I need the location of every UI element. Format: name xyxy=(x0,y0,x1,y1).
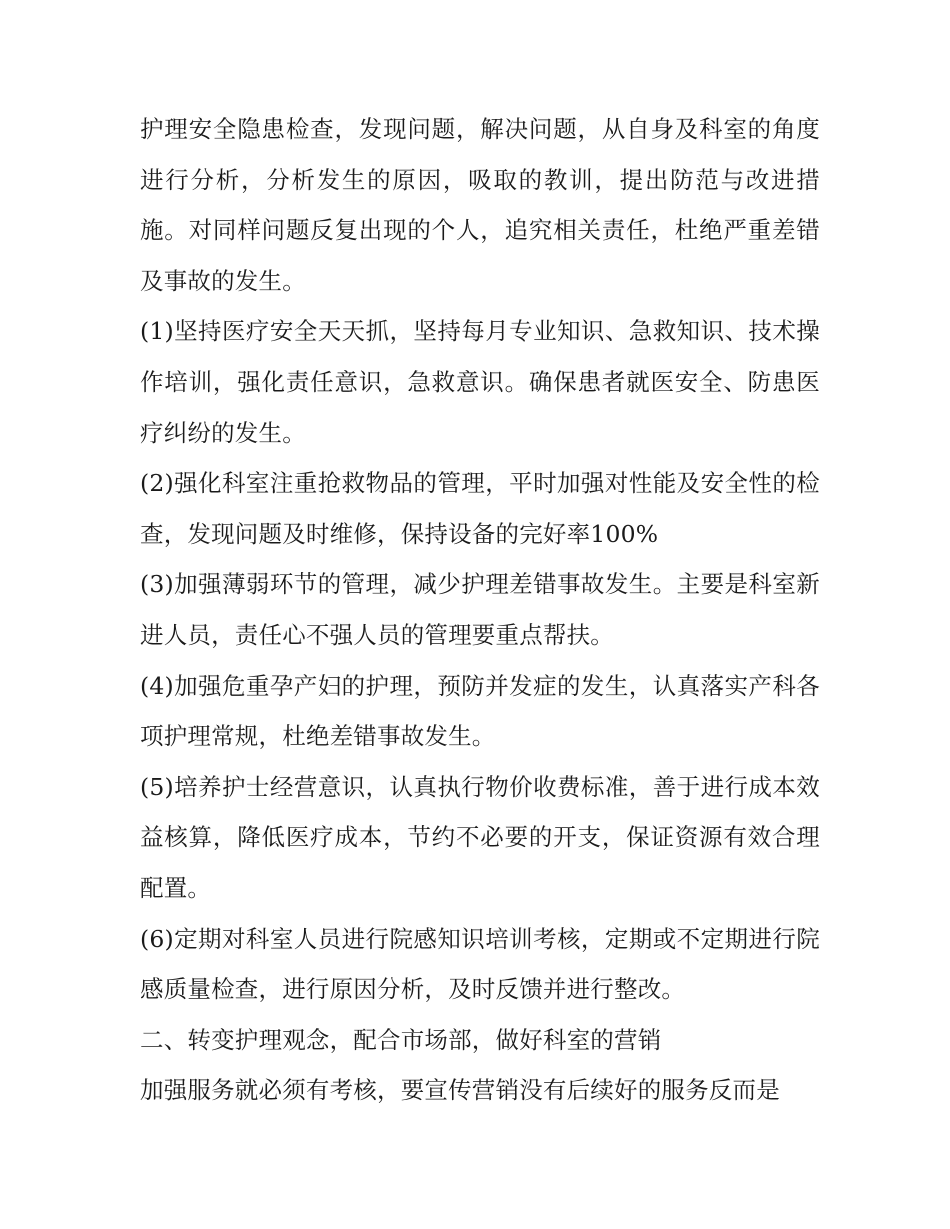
paragraph-safety-inspection: 护理安全隐患检查，发现问题，解决问题，从自身及科室的角度进行分析，分析发生的原因，吸取的教训，提出防范与改进措施。对同样问题反复出现的个人，追究相关责任，杜绝严重差错及事故的发生。 xyxy=(140,115,820,295)
paragraph-item-6: (6)定期对科室人员进行院感知识培训考核，定期或不定期进行院感质量检查，进行原因分析，及时反馈并进行整改。 xyxy=(140,924,820,1004)
paragraph-item-1: (1)坚持医疗安全天天抓，坚持每月专业知识、急救知识、技术操作培训，强化责任意识，急救意识。确保患者就医安全、防患医疗纠纷的发生。 xyxy=(140,317,820,447)
paragraph-service-assessment: 加强服务就必须有考核，要宣传营销没有后续好的服务反而是 xyxy=(140,1076,780,1105)
paragraph-item-2: (2)强化科室注重抢救物品的管理，平时加强对性能及安全性的检查，发现问题及时维修，保持设备的完好率100% xyxy=(140,469,820,548)
paragraph-item-3: (3)加强薄弱环节的管理，减少护理差错事故发生。主要是科室新进人员，责任心不强人员的管理要重点帮扶。 xyxy=(140,570,820,649)
document-body xyxy=(140,104,820,1116)
section-heading-2: 二、转变护理观念，配合市场部，做好科室的营销 xyxy=(140,1025,662,1054)
paragraph-item-4: (4)加强危重孕产妇的护理，预防并发症的发生，认真落实产科各项护理常规，杜绝差错事故发生。 xyxy=(140,671,820,751)
paragraph-item-5: (5)培养护士经营意识，认真执行物价收费标准，善于进行成本效益核算，降低医疗成本，节约不必要的开支，保证资源有效合理配置。 xyxy=(140,772,820,902)
